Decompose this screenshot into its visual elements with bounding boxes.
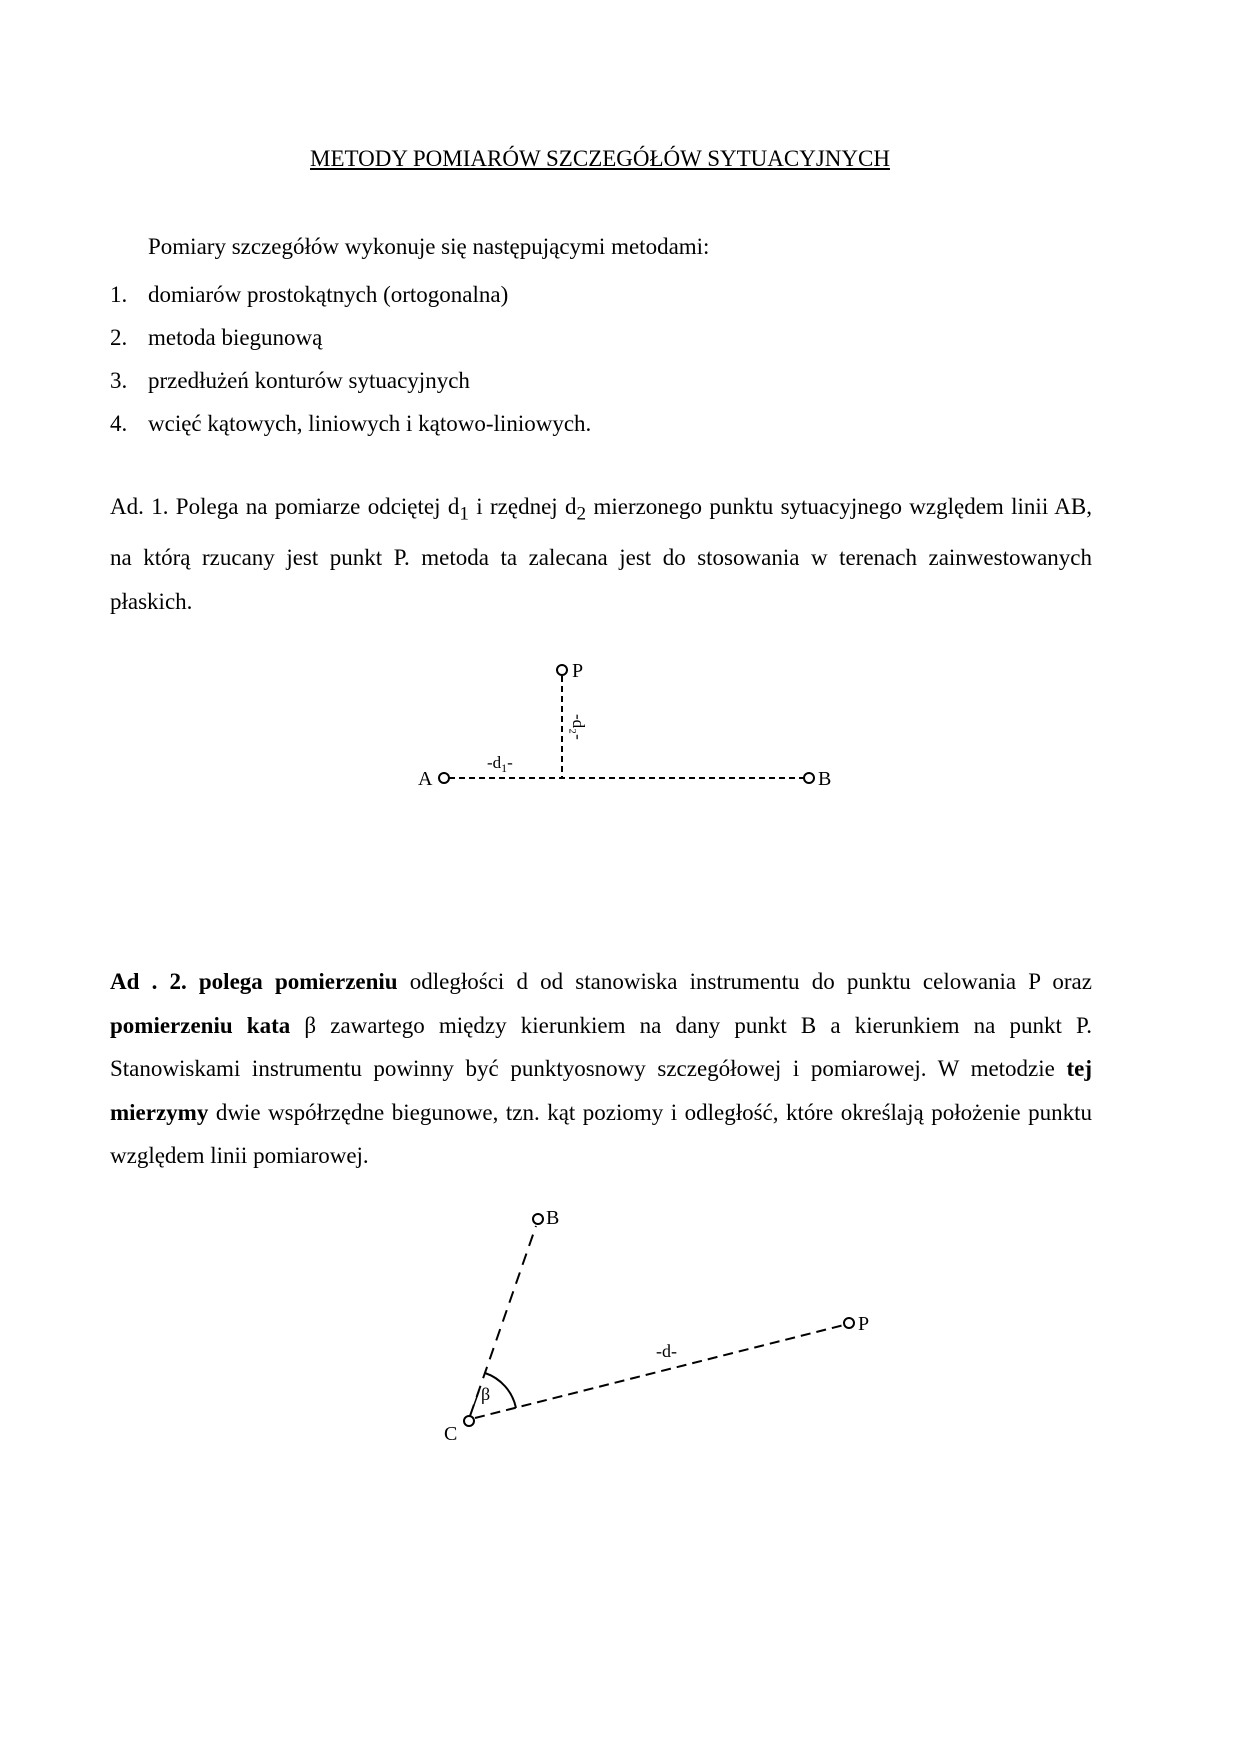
list-label: wcięć kątowych, liniowych i kątowo-liniowych.	[148, 411, 592, 436]
ad2-bold-mid: pomierzeniu kata	[110, 1012, 291, 1038]
label-p: P	[572, 660, 584, 682]
line-cb	[470, 1226, 536, 1416]
beta-tick	[474, 1391, 479, 1405]
label-b: B	[818, 768, 832, 790]
line-cp	[475, 1325, 844, 1418]
ad2-text1: odległości d od stanowiska instrumentu do punktu celowania P oraz	[397, 969, 1092, 994]
list-label: metoda biegunową	[148, 325, 323, 350]
label-a: A	[418, 768, 433, 790]
point-c	[464, 1416, 474, 1426]
ad2-text2: β zawartego między kierunkiem na dany punkt B a kierunkiem na punkt P. Stanowiskami instrumentu powinny być punktyosnowy szczegółowej i pomiarowej. W metodzie	[110, 1012, 1092, 1081]
point-b2	[533, 1214, 543, 1224]
list-number: 2.	[110, 325, 128, 350]
list-number: 3.	[110, 368, 128, 393]
point-a	[439, 773, 449, 783]
label-d: -d-	[656, 1341, 677, 1361]
list-number: 4.	[110, 411, 128, 436]
label-d1: $-d_1-$	[487, 753, 513, 775]
page-title: METODY POMIARÓW SZCZEGÓŁÓW SYTUACYJNYCH	[310, 146, 890, 171]
figure-polar	[0, 1180, 1240, 1480]
list-number: 1.	[110, 282, 128, 307]
label-b2: B	[546, 1207, 560, 1229]
ad1-rest: mierzonego punktu sytuacyjnego względem linii AB, na którą rzucany jest punkt P. metoda ta zalecana jest do stosowania w terenach zainwestowanych płaskich.	[110, 494, 1092, 614]
point-b	[804, 773, 814, 783]
ad1-lead: Ad. 1. Polega na pomiarze odciętej d	[110, 494, 460, 519]
ad2-bold-end: tej mierzymy	[110, 1056, 1092, 1125]
ad1-mid: i rzędnej d	[468, 494, 577, 519]
ad2-paragraph	[110, 960, 1092, 1178]
point-p2	[844, 1318, 854, 1328]
list-label: domiarów prostokątnych (ortogonalna)	[148, 282, 509, 307]
label-p2: P	[858, 1313, 870, 1335]
ad2-bold-lead: Ad . 2. polega pomierzeniu	[110, 969, 398, 994]
ad2-text3: dwie współrzędne biegunowe, tzn. kąt poziomy i odległość, które określają położenie punktu względem linii pomiarowej.	[110, 1099, 1092, 1168]
label-c: C	[444, 1423, 458, 1445]
figure-orthogonal	[0, 0, 1240, 820]
intro-text: Pomiary szczegółów wykonuje się następującymi metodami:	[148, 234, 710, 259]
label-d2: -d₂-	[569, 714, 588, 740]
label-beta: β	[481, 1384, 491, 1404]
ad1-sub1: 1	[459, 503, 469, 525]
point-p	[557, 665, 567, 675]
list-label: przedłużeń konturów sytuacyjnych	[148, 368, 470, 393]
ad1-sub2: 2	[576, 503, 587, 525]
